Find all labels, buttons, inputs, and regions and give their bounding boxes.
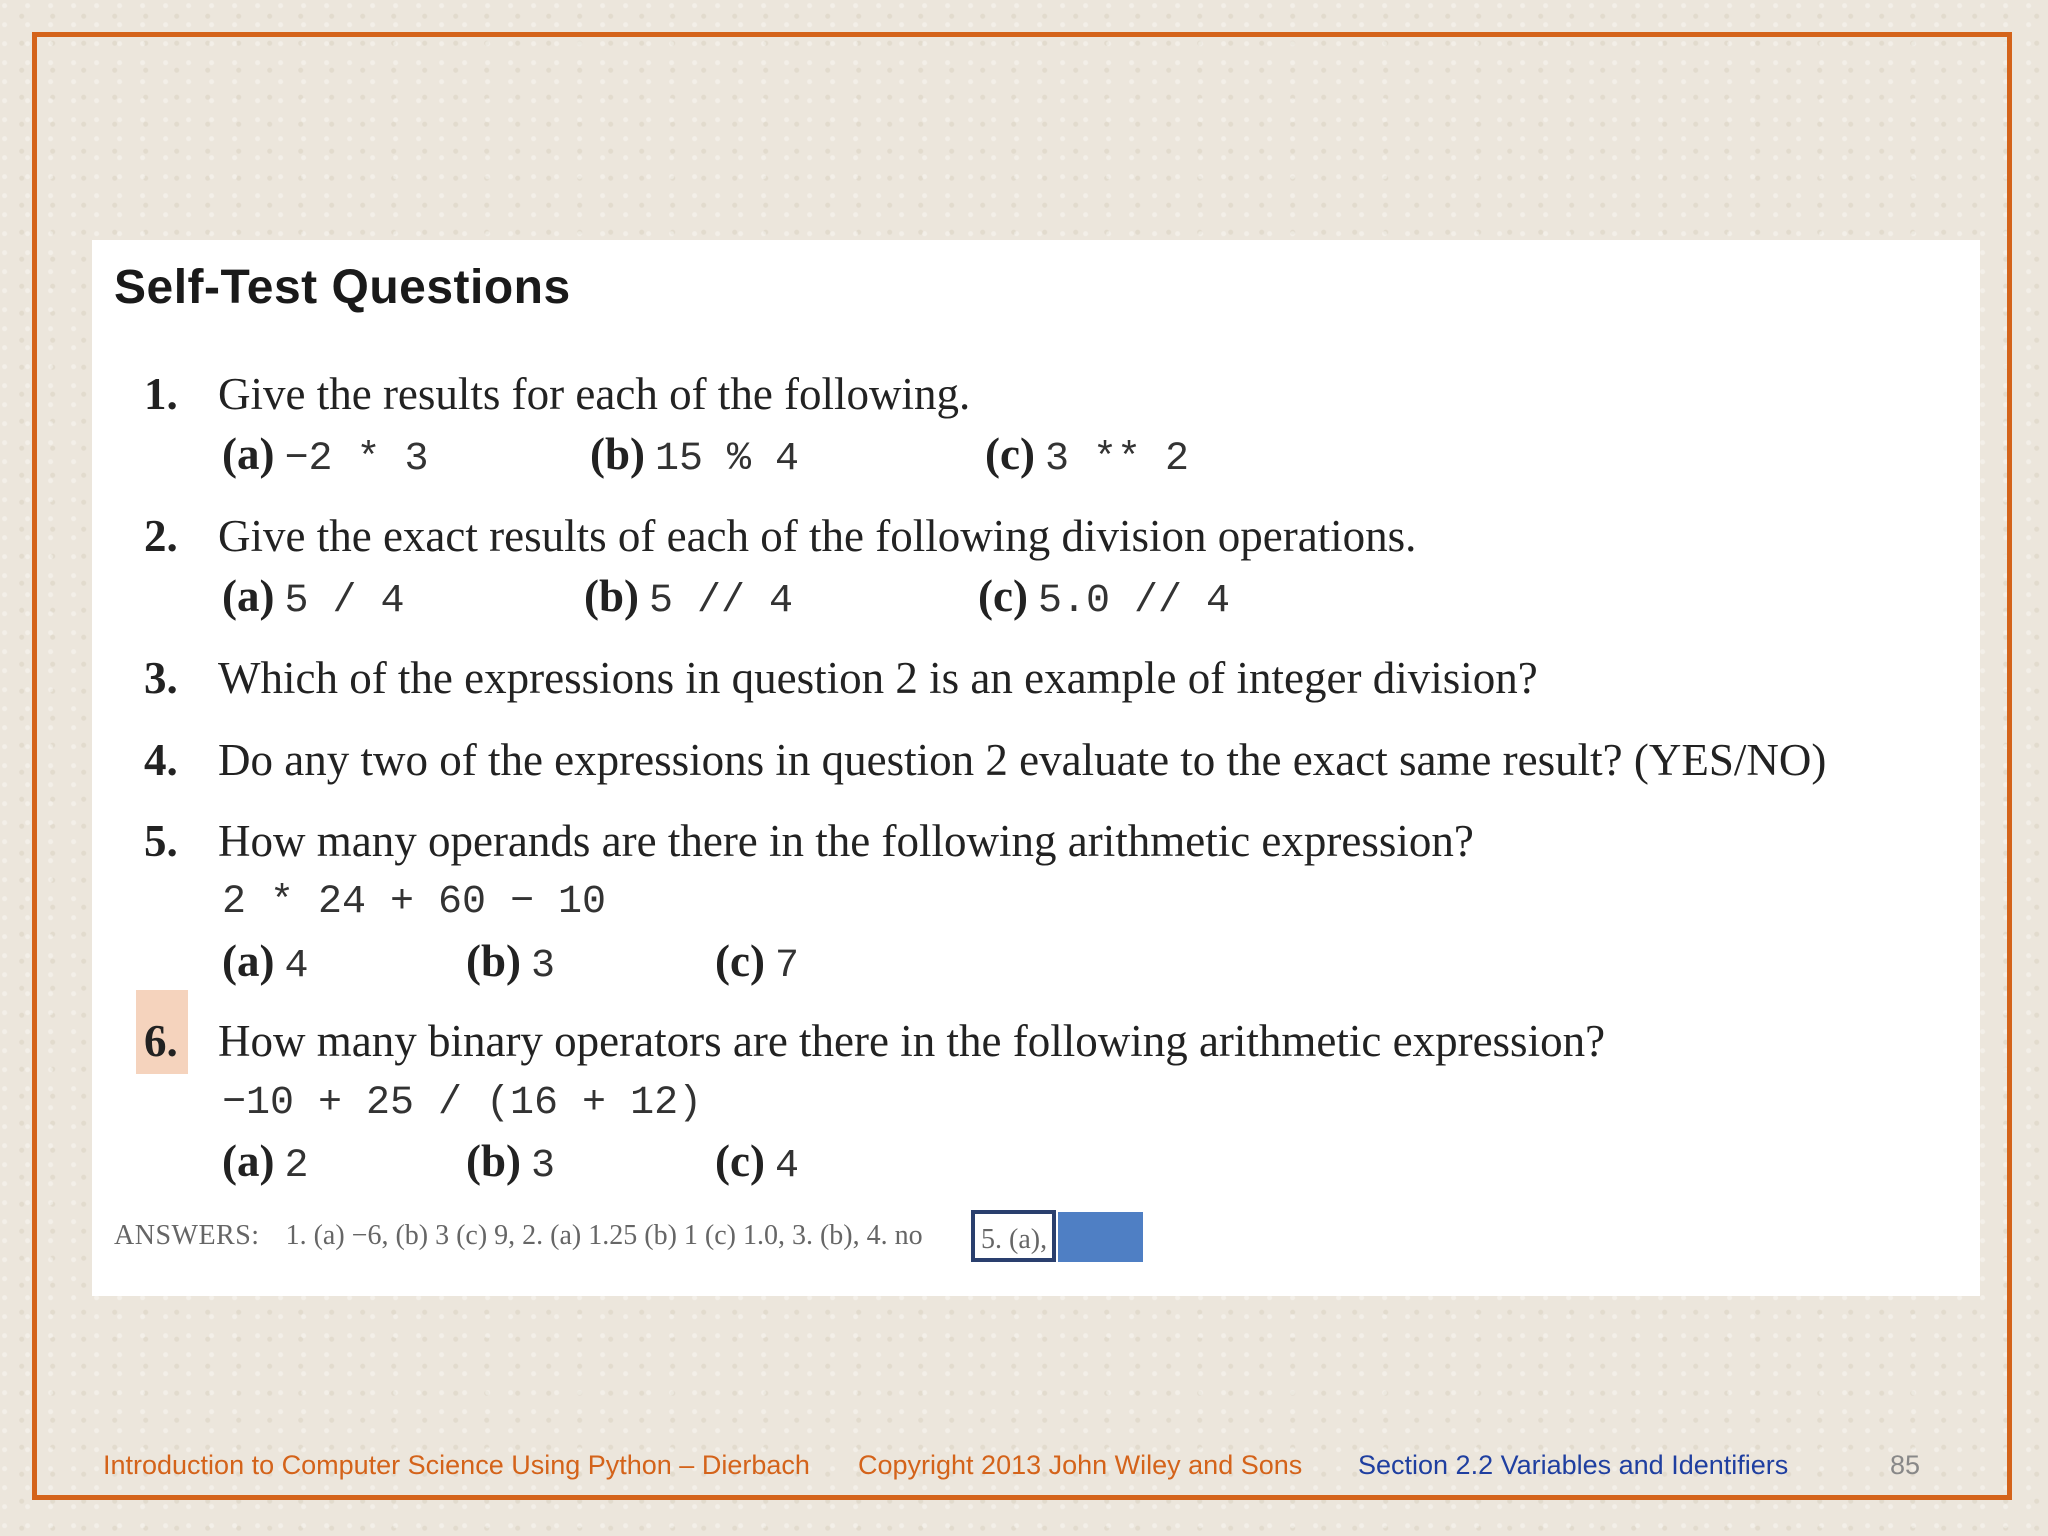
answer-hidden-block: [1058, 1212, 1143, 1262]
question-1-text: Give the results for each of the following.: [218, 369, 971, 419]
question-1-number: 1.: [144, 369, 178, 419]
question-6-option-b: [466, 1135, 555, 1189]
option-code: 4: [284, 944, 309, 989]
question-5-option-b: [466, 935, 555, 989]
question-5-expression: 2 * 24 + 60 − 10: [222, 880, 607, 925]
option-code: 5.0 // 4: [1037, 579, 1230, 624]
option-code: 5 // 4: [649, 579, 794, 624]
option-label: (a): [222, 936, 275, 986]
question-5-number: 5.: [144, 816, 178, 866]
question-5-text: How many operands are there in the following arithmetic expression?: [218, 816, 1474, 866]
answers-label: ANSWERS:: [114, 1220, 260, 1251]
option-code: 3: [531, 1144, 556, 1189]
answer-boxed: [971, 1210, 1056, 1262]
option-label: (b): [466, 1136, 521, 1186]
option-code: 15 % 4: [655, 437, 800, 482]
option-label: (c): [715, 1136, 765, 1186]
option-label: (a): [222, 429, 275, 479]
question-4-text: Do any two of the expressions in question 2 evaluate to the exact same result? (YES/NO): [218, 735, 1827, 785]
option-label: (c): [715, 936, 765, 986]
option-label: (b): [466, 936, 521, 986]
footer-page-number: 85: [1890, 1450, 1921, 1480]
answers-line: [114, 1220, 923, 1252]
question-2-number: 2.: [144, 511, 178, 561]
option-label: (b): [590, 429, 645, 479]
page-title: Self-Test Questions: [114, 261, 571, 314]
answers-text: 1. (a) −6, (b) 3 (c) 9, 2. (a) 1.25 (b) 1 (c) 1.0, 3. (b), 4. no: [285, 1220, 923, 1251]
answer-boxed-text: 5. (a),: [981, 1224, 1048, 1255]
footer-book: Introduction to Computer Science Using Python – Dierbach: [103, 1450, 810, 1480]
option-code: 3: [531, 944, 556, 989]
question-2-text: Give the exact results of each of the following division operations.: [218, 511, 1417, 561]
option-label: (c): [978, 571, 1028, 621]
question-4-number: 4.: [144, 735, 178, 785]
question-5-option-c: [715, 935, 799, 989]
question-3-text: Which of the expressions in question 2 is an example of integer division?: [218, 653, 1538, 703]
question-2-option-a: [222, 570, 405, 624]
option-code: 7: [774, 944, 799, 989]
option-code: −2 * 3: [284, 437, 429, 482]
question-6-text: How many binary operators are there in the following arithmetic expression?: [218, 1016, 1606, 1066]
question-3-number: 3.: [144, 653, 178, 703]
option-label: (a): [222, 1136, 275, 1186]
option-label: (b): [584, 571, 639, 621]
question-6-expression: −10 + 25 / (16 + 12): [222, 1081, 703, 1126]
question-2-option-c: [978, 570, 1230, 624]
question-2-option-b: [584, 570, 793, 624]
question-1-option-b: [590, 428, 799, 482]
footer-section: Section 2.2 Variables and Identifiers: [1358, 1450, 1789, 1480]
question-6-number: 6.: [144, 1016, 178, 1066]
question-5-option-a: [222, 935, 309, 989]
option-label: (a): [222, 571, 275, 621]
option-code: 3 ** 2: [1044, 437, 1189, 482]
question-1-option-a: [222, 428, 429, 482]
option-label: (c): [985, 429, 1035, 479]
question-1-option-c: [985, 428, 1189, 482]
option-code: 2: [284, 1144, 309, 1189]
question-6-option-a: [222, 1135, 309, 1189]
option-code: 4: [774, 1144, 799, 1189]
question-6-option-c: [715, 1135, 799, 1189]
option-code: 5 / 4: [284, 579, 405, 624]
footer-copyright: Copyright 2013 John Wiley and Sons: [858, 1450, 1303, 1480]
